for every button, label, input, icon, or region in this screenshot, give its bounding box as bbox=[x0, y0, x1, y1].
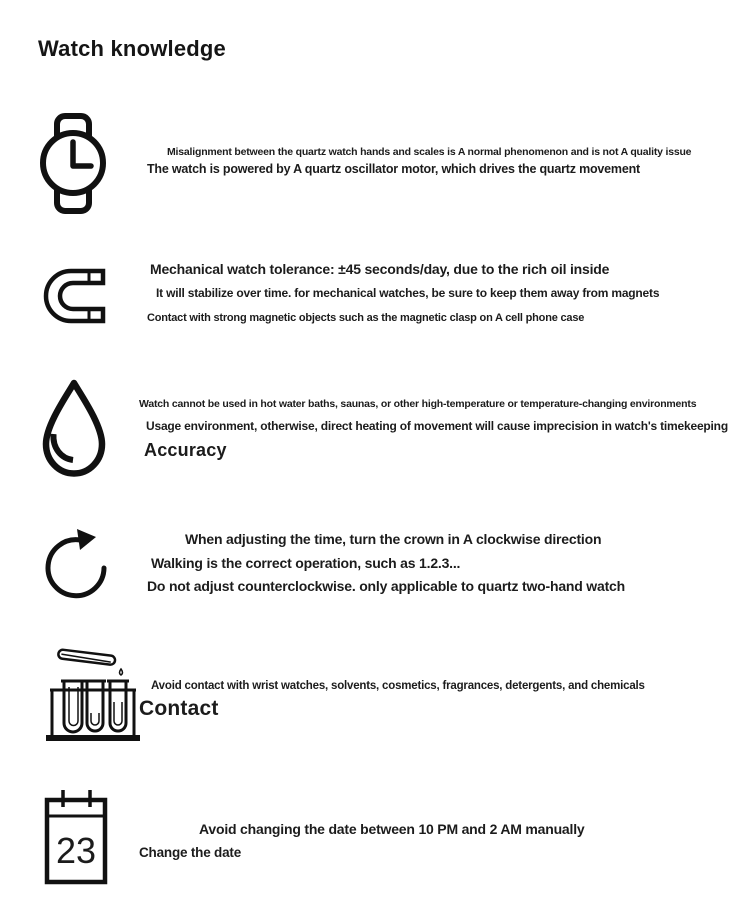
contact-heading: Contact bbox=[139, 697, 219, 720]
accuracy-heading: Accuracy bbox=[144, 440, 227, 460]
date-line-1: Avoid changing the date between 10 PM and 2 AM manually bbox=[199, 821, 585, 837]
quartz-main-line: The watch is powered by A quartz oscillator motor, which drives the quartz movement bbox=[147, 162, 640, 176]
watch-icon bbox=[40, 112, 106, 215]
crown-line-3: Do not adjust counterclockwise. only applicable to quartz two-hand watch bbox=[147, 578, 625, 594]
quartz-note-line: Misalignment between the quartz watch hands and scales is A normal phenomenon and is not A quality issue bbox=[167, 146, 692, 158]
clockwise-arrow-icon bbox=[40, 523, 115, 608]
magnet-line-2: It will stabilize over time. for mechanical watches, be sure to keep them away from magnets bbox=[156, 286, 660, 300]
accuracy-note-line: Watch cannot be used in hot water baths, saunas, or other high-temperature or temperature-changing environments bbox=[139, 398, 697, 410]
magnet-icon bbox=[42, 266, 106, 326]
crown-line-1: When adjusting the time, turn the crown in A clockwise direction bbox=[185, 531, 602, 547]
magnet-line-1: Mechanical watch tolerance: ±45 seconds/day, due to the rich oil inside bbox=[150, 261, 610, 277]
contact-note-line: Avoid contact with wrist watches, solvents, cosmetics, fragrances, detergents, and chemicals bbox=[151, 680, 645, 692]
water-drop-icon bbox=[38, 377, 110, 481]
crown-line-2: Walking is the correct operation, such as 1.2.3... bbox=[151, 555, 461, 571]
magnet-line-3: Contact with strong magnetic objects such as the magnetic clasp on A cell phone case bbox=[147, 312, 585, 324]
date-line-2: Change the date bbox=[139, 845, 242, 860]
calendar-icon bbox=[42, 788, 110, 886]
test-tubes-icon bbox=[34, 645, 144, 747]
calendar-day-number: 23 bbox=[55, 830, 97, 871]
accuracy-usage-line: Usage environment, otherwise, direct heating of movement will cause imprecision in watch's timekeeping bbox=[146, 419, 728, 433]
page-title: Watch knowledge bbox=[38, 36, 226, 61]
